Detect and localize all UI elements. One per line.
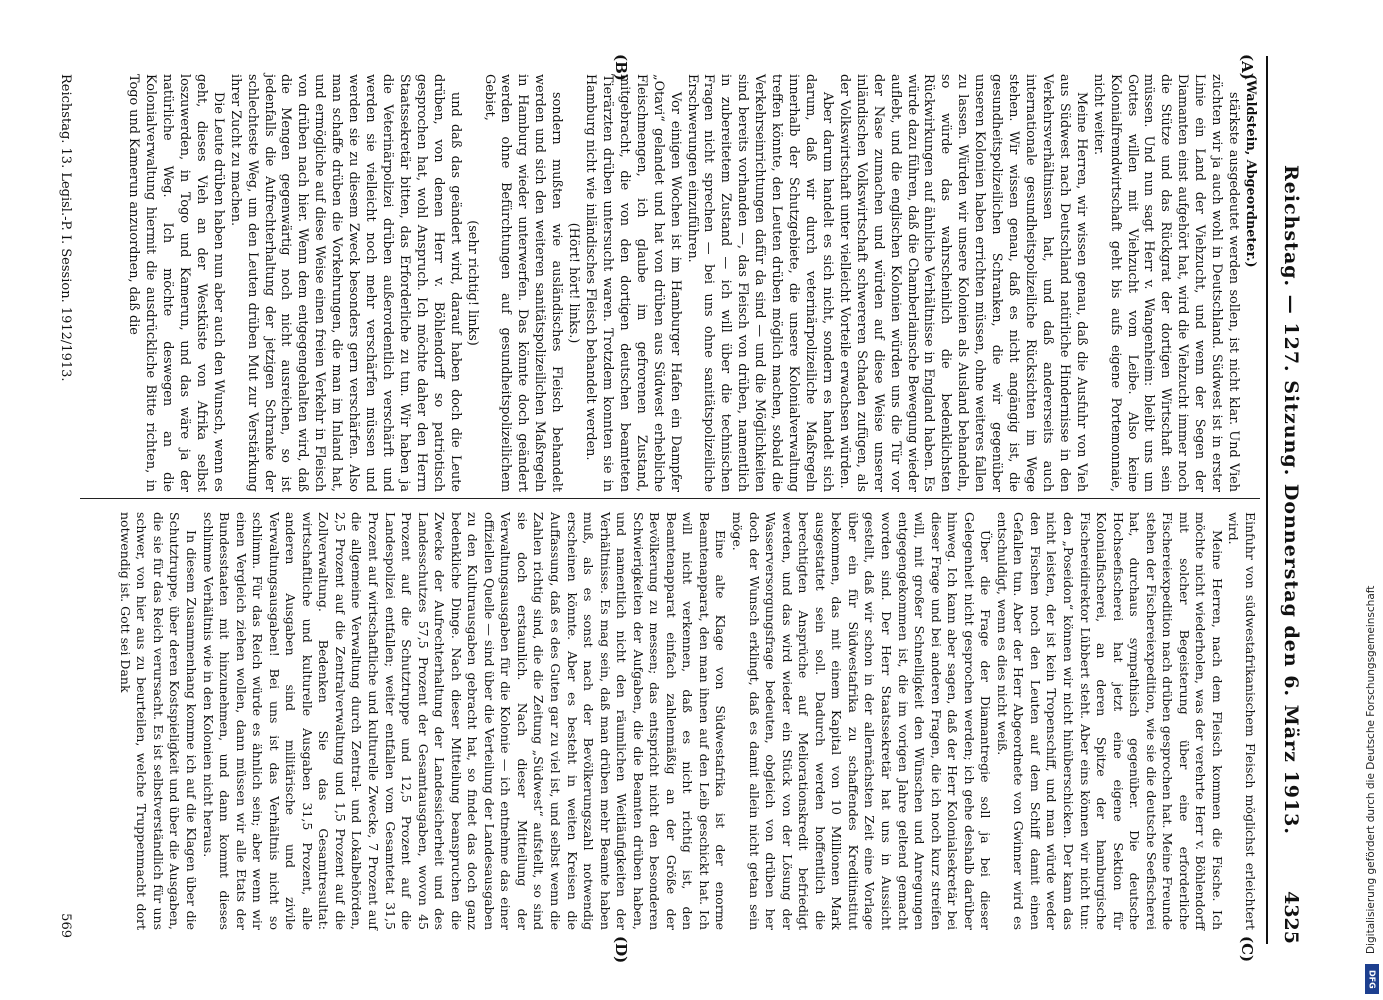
paragraph: Eine alte Klage von Südwestafrika ist der enorme Beamtenapparat, den man ihnen auf den Leib geschickt hat. Ich will nicht verkennen, daß es nicht richtig ist, den Beamtenapparat einfach zahlenmäßig an der Größe der Bevölkerung zu messen; das entspricht nicht den besonderen Schwierigkeiten der Aufgaben, die die Beamten drüben haben, und namentlich nicht den räumlichen Weitläufigkeiten der Verhältnisse. Es mag sein, daß man drüben mehr Beamte haben muß, als es sonst nach der Bevölkerungszahl notwendig erscheinen könnte. Aber es besteht in weiten Kreisen die Auffassung, daß es des Guten gar zu viel ist, und selbst wenn die Zahlen richtig sind, die die Zeitung „Südwest“ aufstellt, so sind sie doch erstaunlich. Nach dieser Mitteilung der Verwaltungsausgaben für die Kolonie — ich entnehme das einer offiziellen Quelle — sind über die Verteilung der Landesausgaben zu den Kulturausgaben gebracht hat, so findet das doch ganz bedenkliche Dinge. Nach dieser Mitteilung beanspruchen die Zwecke der Aufrechterhaltung der Landessicherheit und des Landesschutzes 57,5 Prozent der Gesamtausgaben, wovon 45 Prozent auf die Schutztruppe und 12,5 Prozent auf die Landespolizei entfallen; weiter entfallen vom Gesamtetat 31,5 Prozent auf wirtschaftliche und kulturelle Zwecke, 7 Prozent auf die allgemeine Verwaltung durch Zentral- und Lokalbehörden, 2,5 Prozent auf die Zentralverwaltung und 1,5 Prozent auf die Zollverwaltung. Bedenken Sie das Gesamtresultat: wirtschaftliche und kulturelle Ausgaben 31,5 Prozent, alle anderen Ausgaben sind militärische und zivile Verwaltungsausgaben! Bei uns ist das Verhältnis nicht so schlimm. Für das Reich würde es ähnlich sein; aber wenn wir einen Vergleich ziehen wollen, dann müssen wir alle Etats der Bundesstaaten mit hinzunehmen, und dann kommt dieses schlimme Verhältnis wie in den Kolonien nicht heraus.	[200, 512, 729, 930]
paragraph: sondern mußten wie ausländisches Fleisch behandelt werden und sich den weiteren sanitätspolizeilichen Maßregeln in Hamburg wieder unterwerfen. Das könnte doch geändert werden ohne Befürchtungen auf gesundheitspolizeilichem Gebiet,	[481, 74, 565, 492]
interjection: (Hört! hört! links.)	[566, 222, 582, 344]
paragraph: Meine Herren, wir wissen genau, daß die Ausfuhr von Vieh aus Südwest nach Deutschland natürliche Hindernisse in den Verkehrsverhältnissen hat, und daß andererseits auch internationale gesundheitspolizeiliche Rücksichten im Wege stehen. Wir wissen genau, daß es nicht angängig ist, die gesundheitspolizeilichen Schranken, die wir gegenüber unseren Kolonien haben errichten müssen, ohne weiteres fallen zu lassen. Würden wir unsere Kolonien als Ausland behandeln, so würde das wahrscheinlich die bedenklichsten Rückwirkungen auf ähnliche Verhältnisse in England haben. Es würde dazu führen, daß die Chamberlainsche Bewegung wieder auflebt, und die englischen Kolonien würden uns die Tür vor der Nase zumachen und würden auf diese Weise unserer inländischen Volkswirtschaft schwereren Schaden zufügen, als der Volkswirtschaft unter vielleicht Vorteile erwachsen würden.	[836, 74, 1089, 492]
margin-marker-a: (A)	[1238, 54, 1256, 80]
paragraph: Vor einigen Wochen ist im Hamburger Hafen ein Dampfer „Otavi“ gelandet und hat von drüben aus Südwest erhebliche Fleischmengen, ich glaube im gefrorenen Zustand, mitgebracht, die von den dortigen deutschen beamteten Tierärzten drüben untersucht waren. Trotzdem konnten sie in Hamburg nicht wie inländisches Fleisch behandelt werden.	[583, 74, 683, 492]
column-divider	[80, 498, 1260, 499]
speaker-line: (Waldstein, Abgeordneter.)	[1243, 74, 1258, 268]
margin-marker-d: (D)	[612, 936, 630, 964]
paragraph: Über die Frage der Diamantregie soll ja bei dieser Gelegenheit nicht gesprochen werden; ich gehe deshalb darüber hinweg. Ich kann aber sagen, daß der Herr Kolonialsekretär bei dieser Frage und bei anderen Fragen, die ich noch kurz streifen will, mit großer Schnelligkeit den Wünschen und Anregungen entgegengekommen ist, die im vorigen Jahre geltend gemacht worden sind. Der Herr Staatssekretär hat uns in Aussicht gestellt, daß wir schon in der allernächsten Zeit eine Vorlage über ein für Südwestafrika zu schaffendes Kreditinstitut bekommen, das mit einem Kapital von 10 Millionen Mark ausgestattet sein soll. Dadurch werden hoffentlich die berechtigten Ansprüche auf Meliorationskredit befriedigt werden, und das wird wieder ein Stück von der Lösung der Wasserversorgungsfrage bedeuten, obgleich von drüben her doch der Wunsch erklingt, daß es damit allein nicht getan sein möge.	[730, 512, 994, 930]
interjection: (sehr richtig! links)	[464, 220, 480, 346]
digitization-note-text: Digitalisierung gefördert durch die Deutsche Forschungsgemeinschaft	[1365, 585, 1377, 954]
page-header	[1274, 56, 1302, 944]
right-column	[116, 512, 1258, 930]
paragraph: stärkste ausgedeutet werden sollen, ist nicht klar. Und Vieh züchten wir ja auch wohl in Deutschland. Südwest ist in erster Linie ein Land der Viehzucht, und wenn der Segen der Diamanten einst aufgehört hat, wird die Viehzucht immer noch die Stütze und das Rückgrat der dortigen Wirtschaft sein müssen. Und nun sagt Herr v. Wangenheim: bleibt uns um Gottes willen mit Viehzucht vom Leibe. Also keine Kolonialfremdwirtschaft geht bis aufs eigene Portemonnaie, nicht weiter.	[1090, 74, 1242, 492]
digitization-note	[1365, 0, 1379, 994]
paragraph: Die Leute drüben haben nun aber auch den Wunsch, wenn es geht, dieses Vieh an der Westküste von Afrika selbst loszuwerden, in Togo und Kamerun, und das wäre ja der natürliche Weg. Ich möchte deswegen an die Kolonialverwaltung hiermit die ausdrückliche Bitte richten, in Togo und Kamerun anzuordnen, daß die	[126, 74, 226, 492]
paragraph: In diesem Zusammenhang komme ich auf die Klagen über die Schutztruppe, über deren Kostspieligkeit und über die Ausgaben, die sie für das Reich verursacht. Es ist selbstverständlich für uns schwer, von hier aus zu beurteilen, welche Truppenmacht dort notwendig ist. Gott sei Dank	[117, 512, 199, 930]
paragraph: Aber darum handelt es sich nicht, sondern es handelt sich darum, daß wir durch veterinärpolizeiliche Maßregeln innerhalb der Schutzgebiete, die unsere Kolonialverwaltung treffen könnte, den Leuten drüben möglich machen, sobald die Verkehrseinrichtungen dafür da sind — und die Möglichkeiten sind bereits vorhanden —, das Fleisch von drüben, namentlich in zubereitetem Zustand — ich will über die technischen Fragen nicht sprechen — bei uns ohne sanitätspolizeiliche Erschwerungen einzuführen.	[684, 74, 835, 492]
page-title: Reichstag. — 127. Sitzung. Donnerstag den 6. März 1913.	[1280, 165, 1302, 835]
margin-marker-c: (C)	[1238, 936, 1256, 963]
dfg-logo: DFG	[1365, 964, 1379, 994]
left-column	[124, 74, 1258, 492]
header-rule	[1266, 56, 1268, 944]
footer-page-number: 569	[58, 913, 73, 938]
page-number: 4325	[1280, 891, 1302, 944]
paragraph: und daß das geändert wird, darauf haben doch die Leute drüben, von denen Herr v. Böhlendorff so patriotisch gesprochen hat, wohl Anspruch. Ich möchte daher den Herrn Staatssekretär bitten, das Erforderliche zu tun. Wir haben ja die Veterinärpolizei drüben außerordentlich verschärft und werden sie vielleicht noch mehr verschärfen müssen und werden sie zu diesem Zweck besonders gern verschärfen. Also man schaffe drüben die Vorkehrungen, die man im Inland hat, und ermögliche auf diese Weise einen freien Verkehr in Fleisch von drüben nach hier. Wenn dem entgegengehalten wird, daß die Mengen gegenwärtig noch nicht ausreichen, so ist jedenfalls die Aufrechterhaltung der jetzigen Schranke der schlechteste Weg, um den Leuten drüben Mut zur Verstärkung ihrer Zucht zu machen.	[227, 74, 463, 492]
margin-marker-b: (B)	[612, 54, 630, 81]
paragraph: Einfuhr von südwestafrikanischem Fleisch möglichst erleichtert wird.	[1226, 512, 1258, 930]
paragraph: Meine Herren, nach dem Fleisch kommen die Fische. Ich möchte nicht wiederholen, was der verehrte Herr v. Böhlendorff mit solcher Begeisterung über eine erforderliche Fischereiexpedition nach drüben gesprochen hat. Meine Freunde stehen der Fischereiexpedition, wie sie die deutsche Seefischerei hat, durchaus sympathisch gegenüber. Die deutsche Hochseefischerei hat jetzt eine eigene Sektion für Kolonialfischerei, an deren Spitze der hamburgische Fischereidirektor Lübbert steht. Aber eins können wir nicht tun: den „Poseidon“ können wir nicht hinüberschicken. Der kann das nicht leisten, der ist kein Tropenschiff, und man würde weder den Fischen noch den Leuten auf dem Schiff damit einen Gefallen tun. Aber der Herr Abgeordnete von Gwinner wird es entschuldigt, wenn es dies nicht weiß.	[994, 512, 1225, 930]
footer-session: Reichstag. 13. Legisl.-P. I. Session. 1912/1913.	[58, 74, 73, 382]
